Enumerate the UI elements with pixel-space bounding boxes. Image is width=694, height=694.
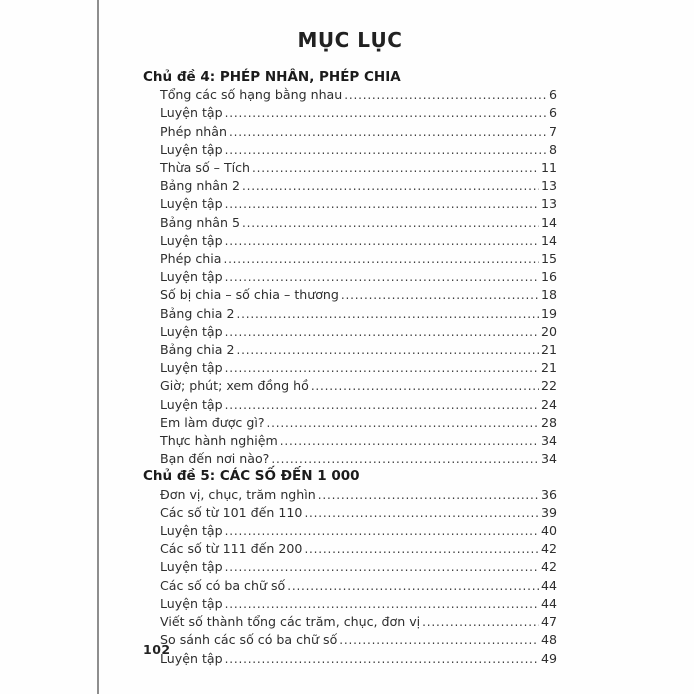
page-title: MỤC LỤC [297, 28, 403, 52]
toc-entry [143, 359, 557, 377]
toc-entry [143, 305, 557, 323]
toc-entry-label: Các số từ 111 đến 200 [160, 541, 303, 557]
toc-entry-page: 22 [540, 378, 557, 394]
toc-entry-label: Phép nhân [160, 123, 227, 139]
toc-entry [143, 650, 557, 668]
dot-leader [344, 87, 547, 104]
dot-leader [236, 306, 538, 323]
toc-entry-page: 19 [540, 305, 557, 321]
toc-entry [143, 123, 557, 141]
toc-entry [143, 558, 557, 576]
dot-leader [223, 251, 539, 268]
toc-entry-label: Luyện tập [160, 323, 223, 339]
toc-entry-page: 21 [540, 342, 557, 358]
dot-leader [422, 614, 539, 631]
toc-entry-label: Bảng chia 2 [160, 342, 235, 358]
dot-leader [225, 196, 539, 213]
toc-entry-page: 44 [540, 595, 557, 611]
toc-entry [143, 268, 557, 286]
toc-entry [143, 595, 557, 613]
toc-entry-label: So sánh các số có ba chữ số [160, 632, 338, 648]
dot-leader [225, 596, 539, 613]
dot-leader [225, 397, 539, 414]
toc-entry-page: 15 [540, 251, 557, 267]
toc-entry-page: 6 [548, 87, 557, 103]
dot-leader [287, 578, 539, 595]
toc-entry-page: 40 [540, 523, 557, 539]
dot-leader [242, 215, 539, 232]
toc-entry-page: 20 [540, 323, 557, 339]
toc-entry-page: 42 [540, 541, 557, 557]
toc-entry [143, 396, 557, 414]
toc-section [143, 69, 557, 468]
table-of-contents [143, 69, 557, 668]
toc-entry-label: Các số từ 101 đến 110 [160, 504, 303, 520]
toc-entry-page: 47 [540, 614, 557, 630]
toc-entry-page: 42 [540, 559, 557, 575]
dot-leader [225, 360, 539, 377]
dot-leader [225, 523, 539, 540]
toc-entry [143, 377, 557, 395]
dot-leader [304, 505, 539, 522]
toc-entry-page: 14 [540, 214, 557, 230]
toc-entry-label: Viết số thành tổng các trăm, chục, đơn vị [160, 614, 421, 630]
toc-entry [143, 159, 557, 177]
toc-entry-label: Các số có ba chữ số [160, 577, 286, 593]
dot-leader [242, 178, 539, 195]
toc-entry-label: Giờ; phút; xem đồng hồ [160, 378, 309, 394]
toc-entry-page: 28 [540, 414, 557, 430]
toc-entry-page: 34 [540, 433, 557, 449]
toc-entry-page: 7 [548, 123, 557, 139]
toc-entry [143, 631, 557, 649]
dot-leader [311, 378, 539, 395]
folio-page-number: 102 [143, 642, 171, 657]
toc-entry-label: Bảng nhân 5 [160, 214, 241, 230]
toc-entry-label: Bảng nhân 2 [160, 178, 241, 194]
dot-leader [304, 541, 539, 558]
dot-leader [318, 487, 539, 504]
toc-entry-page: 6 [548, 105, 557, 121]
toc-entry-label: Luyện tập [160, 196, 223, 212]
dot-leader [341, 287, 539, 304]
toc-entry [143, 522, 557, 540]
toc-entry [143, 232, 557, 250]
dot-leader [225, 105, 547, 122]
toc-entry [143, 250, 557, 268]
toc-entry-label: Luyện tập [160, 269, 223, 285]
toc-entry-label: Bạn đến nơi nào? [160, 451, 270, 467]
toc-entry-label: Em làm được gì? [160, 414, 265, 430]
dot-leader [236, 342, 538, 359]
dot-leader [252, 160, 539, 177]
toc-entry-label: Phép chia [160, 251, 222, 267]
toc-section [143, 468, 557, 667]
toc-entry [143, 432, 557, 450]
toc-entry-page: 34 [540, 451, 557, 467]
dot-leader [225, 269, 539, 286]
dot-leader [225, 559, 539, 576]
dot-leader [339, 632, 539, 649]
dot-leader [225, 324, 539, 341]
toc-entry [143, 286, 557, 304]
toc-entry-page: 18 [540, 287, 557, 303]
toc-entry-page: 13 [540, 196, 557, 212]
toc-entry-label: Số bị chia – số chia – thương [160, 287, 339, 303]
toc-entry-label: Đơn vị, chục, trăm nghìn [160, 486, 316, 502]
toc-entry-page: 11 [540, 160, 557, 176]
toc-entry [143, 141, 557, 159]
toc-entry-label: Tổng các số hạng bằng nhau [160, 87, 343, 103]
toc-entry-label: Luyện tập [160, 559, 223, 575]
toc-entry [143, 323, 557, 341]
toc-entry-page: 24 [540, 396, 557, 412]
section-heading: Chủ đề 5: CÁC SỐ ĐẾN 1 000 [143, 468, 360, 485]
toc-entry-label: Thực hành nghiệm [160, 433, 278, 449]
toc-entry [143, 104, 557, 122]
toc-entry-label: Luyện tập [160, 105, 223, 121]
dot-leader [229, 124, 547, 141]
dot-leader [225, 651, 539, 668]
toc-entry-label: Luyện tập [160, 141, 223, 157]
toc-entry-page: 48 [540, 632, 557, 648]
toc-entry-label: Luyện tập [160, 595, 223, 611]
toc-entry-label: Luyện tập [160, 232, 223, 248]
toc-entry [143, 341, 557, 359]
toc-entry [143, 86, 557, 104]
dot-leader [225, 142, 547, 159]
page-edge-line [97, 0, 99, 694]
toc-entry-label: Luyện tập [160, 360, 223, 376]
toc-entry-page: 36 [540, 486, 557, 502]
toc-entry-page: 39 [540, 504, 557, 520]
toc-entry [143, 195, 557, 213]
toc-entry-label: Luyện tập [160, 396, 223, 412]
toc-entry-page: 21 [540, 360, 557, 376]
toc-entry-label: Luyện tập [160, 523, 223, 539]
dot-leader [225, 233, 539, 250]
toc-entry-page: 49 [540, 650, 557, 666]
toc-entry-page: 14 [540, 232, 557, 248]
toc-entry [143, 414, 557, 432]
toc-entry-label: Bảng chia 2 [160, 305, 235, 321]
toc-entry [143, 577, 557, 595]
dot-leader [267, 415, 539, 432]
section-heading: Chủ đề 4: PHÉP NHÂN, PHÉP CHIA [143, 69, 401, 85]
toc-entry [143, 450, 557, 468]
toc-entry-page: 16 [540, 269, 557, 285]
toc-entry [143, 177, 557, 195]
toc-entry [143, 214, 557, 232]
dot-leader [271, 451, 539, 468]
toc-page [143, 26, 557, 668]
toc-entry-label: Thừa số – Tích [160, 160, 251, 176]
toc-entry-page: 13 [540, 178, 557, 194]
toc-entry-page: 44 [540, 577, 557, 593]
toc-entry [143, 504, 557, 522]
toc-entry [143, 540, 557, 558]
dot-leader [280, 433, 539, 450]
toc-entry [143, 613, 557, 631]
toc-entry [143, 486, 557, 504]
toc-entry-page: 8 [548, 141, 557, 157]
toc-entry-label: Luyện tập [160, 650, 223, 666]
